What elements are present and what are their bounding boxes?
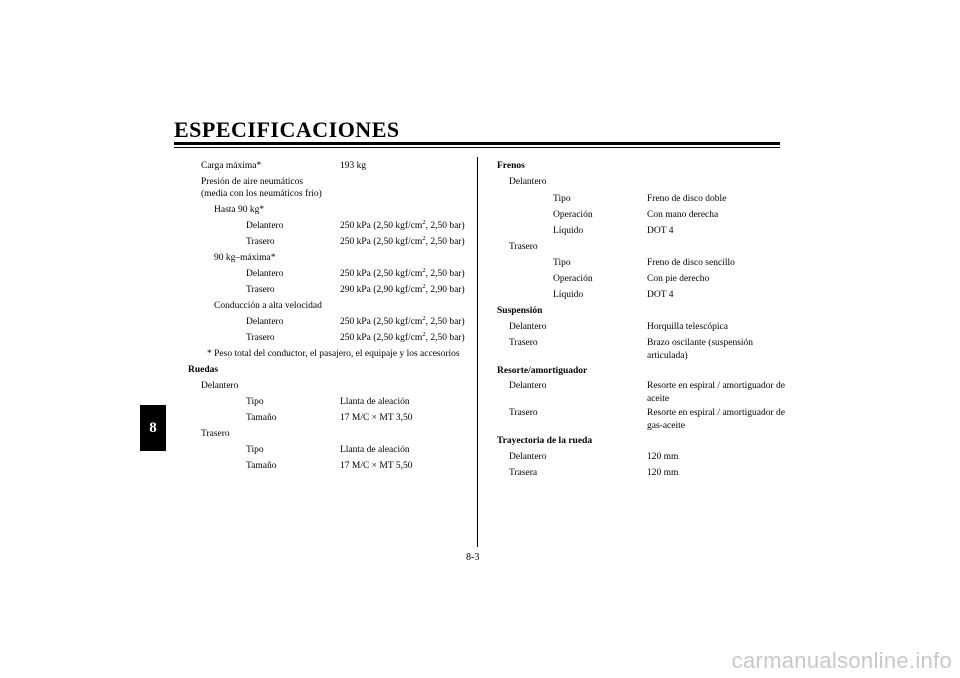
ruedas-heading: Ruedas	[188, 365, 219, 375]
column-divider	[477, 157, 478, 547]
ruedas-delantero-tamano-label: Tamaño	[246, 413, 277, 423]
trayectoria-delantero-label: Delantero	[509, 452, 547, 462]
trayectoria-trasera-value: 120 mm	[647, 468, 679, 478]
resorte-trasero-label: Trasero	[509, 408, 538, 418]
frenos-delantero-tipo-label: Tipo	[553, 194, 571, 204]
resorte-delantero-value: Resorte en espiral / amortiguador de aceite	[647, 381, 785, 404]
alta-velocidad-label: Conducción a alta velocidad	[214, 301, 322, 311]
alta-trasero-value: 250 kPa (2,50 kgf/$cm^2$, 2,50 bar)	[340, 330, 465, 343]
presion-label-1: Presión de aire neumáticos	[201, 177, 304, 187]
presion-label-2: (media con los neumáticos frío)	[201, 189, 322, 199]
maxima-delantero-label: Delantero	[246, 269, 284, 279]
ruedas-delantero-label: Delantero	[201, 381, 239, 391]
frenos-trasero-operacion-value: Con pie derecho	[647, 274, 710, 284]
site-watermark: carmanualsonline.info	[731, 648, 952, 673]
alta-delantero-value: 250 kPa (2,50 kgf/$cm^2$, 2,50 bar)	[340, 314, 465, 327]
frenos-delantero-operacion-value: Con mano derecha	[647, 210, 719, 220]
ruedas-trasero-tipo-value: Llanta de aleación	[340, 445, 410, 455]
frenos-trasero-tipo-value: Freno de disco sencillo	[647, 258, 735, 268]
chapter-tab: 8	[140, 405, 166, 451]
suspension-trasero-value: Brazo oscilante (suspensión articulada)	[647, 338, 754, 361]
maxima-delantero-value: 250 kPa (2,50 kgf/$cm^2$, 2,50 bar)	[340, 266, 465, 279]
maxima-label: 90 kg–máxima*	[214, 253, 276, 263]
title-rule-thick	[174, 142, 780, 145]
page-number: 8-3	[466, 552, 480, 563]
frenos-trasero-liquido-value: DOT 4	[647, 290, 674, 300]
maxima-trasero-label: Trasero	[246, 285, 275, 295]
frenos-heading: Frenos	[497, 161, 525, 171]
title-rule-thin	[174, 147, 780, 148]
weight-footnote: * Peso total del conductor, el pasajero, el equipaje y los accesorios	[207, 349, 460, 359]
hasta-delantero-value: 250 kPa (2,50 kgf/$cm^2$, 2,50 bar)	[340, 218, 465, 231]
trayectoria-heading: Trayectoria de la rueda	[497, 436, 593, 446]
frenos-delantero-tipo-value: Freno de disco doble	[647, 194, 727, 204]
frenos-delantero-label: Delantero	[509, 177, 547, 187]
suspension-trasero-label: Trasero	[509, 338, 538, 348]
ruedas-delantero-tipo-value: Llanta de aleación	[340, 397, 410, 407]
ruedas-trasero-tamano-label: Tamaño	[246, 461, 277, 471]
resorte-delantero-label: Delantero	[509, 381, 547, 391]
frenos-delantero-liquido-label: Líquido	[553, 226, 584, 236]
resorte-heading: Resorte/amortiguador	[497, 366, 588, 376]
page-title: ESPECIFICACIONES	[174, 117, 400, 142]
trayectoria-trasera-label: Trasera	[509, 468, 538, 478]
suspension-heading: Suspensión	[497, 306, 543, 316]
ruedas-delantero-tamano-value: 17 M/C × MT 3,50	[340, 413, 413, 423]
hasta-trasero-label: Trasero	[246, 237, 275, 247]
ruedas-trasero-tamano-value: 17 M/C × MT 5,50	[340, 461, 413, 471]
ruedas-delantero-tipo-label: Tipo	[246, 397, 264, 407]
frenos-trasero-label: Trasero	[509, 242, 538, 252]
frenos-delantero-liquido-value: DOT 4	[647, 226, 674, 236]
hasta-delantero-label: Delantero	[246, 221, 284, 231]
carga-label: Carga máxima*	[201, 161, 262, 171]
frenos-trasero-liquido-label: Líquido	[553, 290, 584, 300]
resorte-trasero-value: Resorte en espiral / amortiguador de gas-aceite	[647, 408, 785, 431]
ruedas-trasero-label: Trasero	[201, 429, 230, 439]
trayectoria-delantero-value: 120 mm	[647, 452, 679, 462]
carga-value: 193 kg	[340, 161, 367, 171]
frenos-delantero-operacion-label: Operación	[553, 210, 593, 220]
alta-trasero-label: Trasero	[246, 333, 275, 343]
suspension-delantero-label: Delantero	[509, 322, 547, 332]
frenos-trasero-tipo-label: Tipo	[553, 258, 571, 268]
suspension-delantero-value: Horquilla telescópica	[647, 322, 728, 332]
hasta-label: Hasta 90 kg*	[214, 205, 265, 215]
alta-delantero-label: Delantero	[246, 317, 284, 327]
hasta-trasero-value: 250 kPa (2,50 kgf/$cm^2$, 2,50 bar)	[340, 234, 465, 247]
maxima-trasero-value: 290 kPa (2,90 kgf/$cm^2$, 2,90 bar)	[340, 282, 465, 295]
ruedas-trasero-tipo-label: Tipo	[246, 445, 264, 455]
frenos-trasero-operacion-label: Operación	[553, 274, 593, 284]
